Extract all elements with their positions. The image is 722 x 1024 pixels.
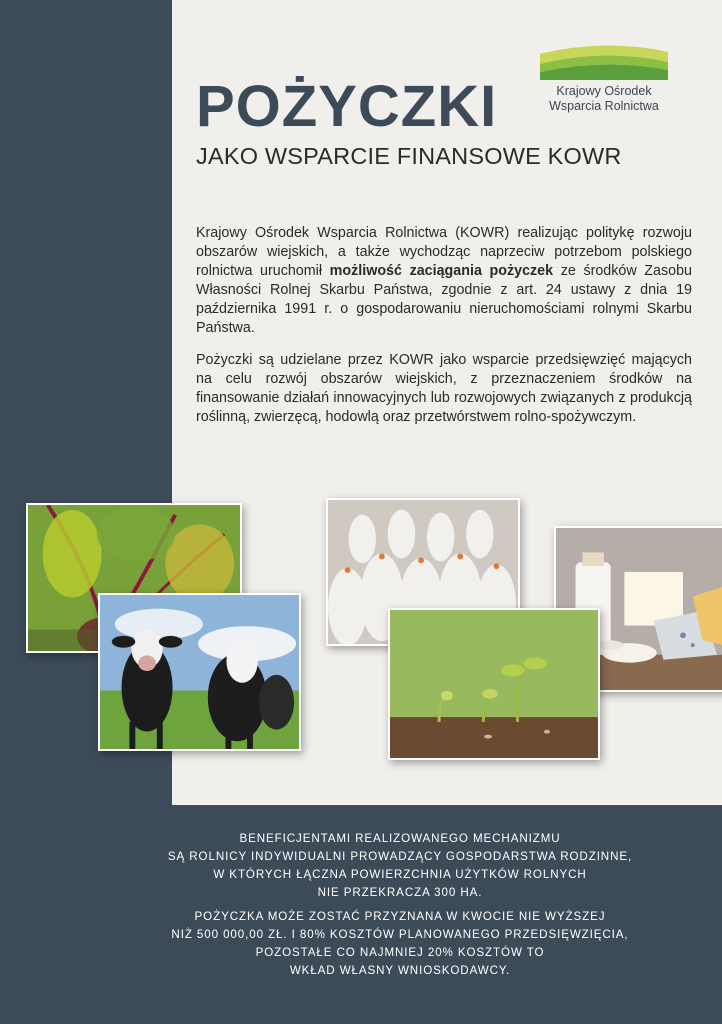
logo-line-2: Wsparcia Rolnictwa [549,99,659,113]
beneficiaries-text [120,830,680,902]
loan-amount-line: WKŁAD WŁASNY WNIOSKODAWCY. [289,964,511,977]
logo-text [536,84,672,114]
loan-amount-line: NIŻ 500 000,00 ZŁ. I 80% KOSZTÓW PLANOWANEGO PRZEDSIĘWZIĘCIA, [171,928,629,941]
seedlings-photo [388,608,600,760]
loan-amount-text [120,908,680,980]
beneficiaries-line: SĄ ROLNICY INDYWIDUALNI PROWADZĄCY GOSPODARSTWA RODZINNE, [167,850,633,863]
paragraph-1 [196,224,692,338]
page-title: POŻYCZKI [196,74,498,139]
loan-amount-line: POŻYCZKA MOŻE ZOSTAĆ PRZYZNANA W KWOCIE NIE WYŻSZEJ [194,910,606,923]
page-subtitle: JAKO WSPARCIE FINANSOWE KOWR [196,143,622,169]
kowr-logo-mark [538,40,670,80]
paragraph-1-text-b: ze środków Zasobu Własności Rolnej Skarbu Państwa, zgodnie z art. 24 ustawy z dnia 19 października 1991 r. o gospodarowaniu nieruchomościami rolnymi Skarbu Państwa. [196,263,692,336]
kowr-logo [536,40,672,120]
paragraph-1-text-a: Krajowy Ośrodek Wsparcia Rolnictwa (KOWR) realizując politykę rozwoju obszarów wiejskich, a także wychodząc naprzeciw potrzebom polskiego rolnictwa uruchomił [196,225,692,279]
paragraph-2: Pożyczki są udzielane przez KOWR jako wsparcie przedsięwzięć mających na celu rozwój obszarów wiejskich, z przeznaczeniem środków na finansowanie działań innowacyjnych lub rozwojowych związanych z produkcją roślinną, zwierzęcą, hodowlą oraz przetwórstwem rolno-spożywczym. [196,352,692,425]
loan-amount-line: POZOSTAŁE CO NAJMNIEJ 20% KOSZTÓW TO [255,946,545,959]
beneficiaries-line: NIE PRZEKRACZA 300 HA. [317,886,483,899]
paragraph-1-bold: możliwość zaciągania pożyczek [329,263,554,279]
body-text [196,224,692,440]
beneficiaries-line: W KTÓRYCH ŁĄCZNA POWIERZCHNIA UŻYTKÓW ROLNYCH [213,868,587,881]
beneficiaries-line: BENEFICJENTAMI REALIZOWANEGO MECHANIZMU [239,832,561,845]
logo-line-1: Krajowy Ośrodek [556,84,652,98]
cows-photo [98,593,301,751]
